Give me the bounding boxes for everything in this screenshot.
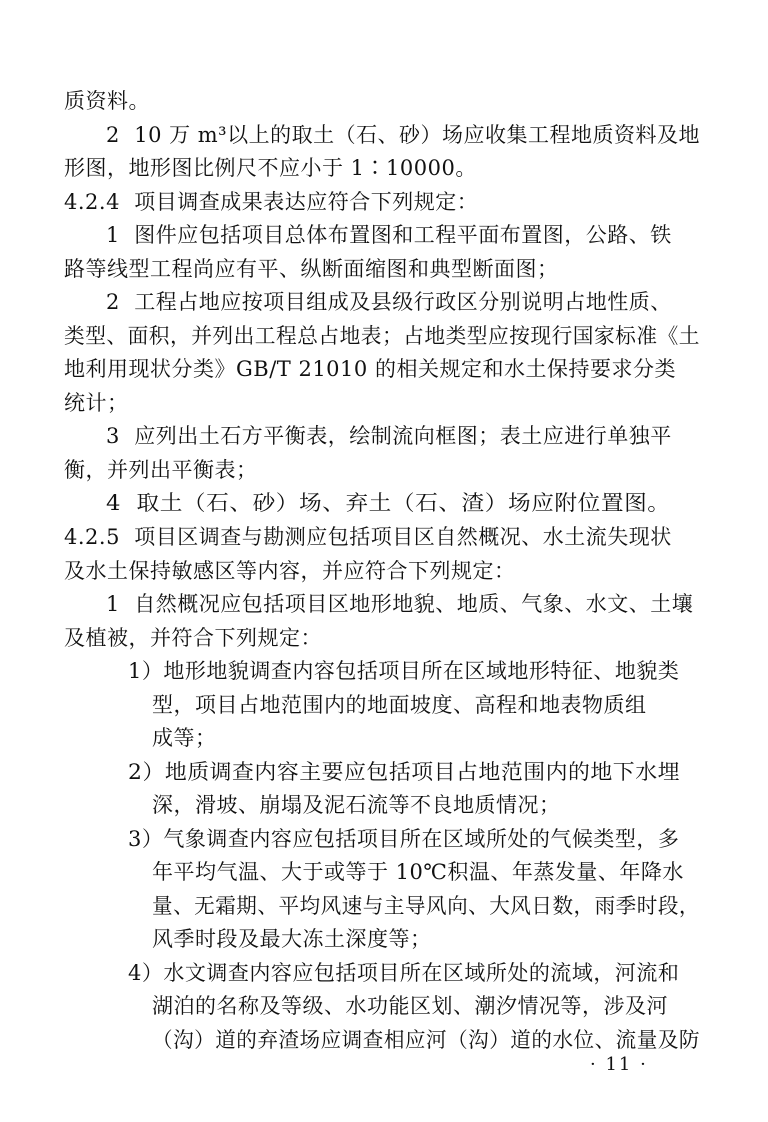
text-line: 1 自然概况应包括项目区地形地貌、地质、气象、水文、土壤	[106, 592, 694, 616]
list-item-3: 3）气象调查内容应包括项目所在区域所处的气候类型，多	[128, 827, 680, 851]
text-line: （沟）道的弃渣场应调查相应河（沟）道的水位、流量及防	[152, 1028, 700, 1052]
page-number: · 11 ·	[590, 1054, 648, 1075]
text-line: 形图，地形图比例尺不应小于 1∶10000。	[64, 156, 477, 180]
text-line: 量、无霜期、平均风速与主导风向、大风日数，雨季时段，	[152, 894, 700, 918]
list-item-1: 1）地形地貌调查内容包括项目所在区域地形特征、地貌类	[128, 659, 680, 683]
text-line: 衡，并列出平衡表；	[64, 458, 258, 482]
text-line: 2 工程占地应按项目组成及县级行政区分别说明占地性质、	[106, 290, 672, 314]
text-line: 及植被，并符合下列规定：	[64, 626, 322, 650]
list-item-4: 4）水文调查内容应包括项目所在区域所处的流域，河流和	[128, 961, 680, 985]
text-line: 统计；	[64, 391, 129, 415]
text-line: 风季时段及最大冻土深度等；	[152, 927, 432, 951]
section-heading-4-2-4: 4.2.4 项目调查成果表达应符合下列规定：	[64, 190, 479, 214]
section-heading-4-2-5: 4.2.5 项目区调查与勘测应包括项目区自然概况、水土流失现状	[64, 525, 672, 549]
text-line: 3 应列出土石方平衡表，绘制流向框图；表土应进行单独平	[106, 424, 672, 448]
text-line: 地利用现状分类》GB/T 21010 的相关规定和水土保持要求分类	[64, 357, 676, 381]
text-line: 深，滑坡、崩塌及泥石流等不良地质情况；	[152, 793, 561, 817]
text-line: 年平均气温、大于或等于 10℃积温、年蒸发量、年降水	[152, 860, 684, 884]
text-line: 路等线型工程尚应有平、纵断面缩图和典型断面图；	[64, 257, 559, 281]
text-line: 型，项目占地范围内的地面坡度、高程和地表物质组	[152, 693, 647, 717]
text-line: 4 取土（石、砂）场、弃土（石、渣）场应附位置图。	[106, 491, 671, 515]
list-item-2: 2）地质调查内容主要应包括项目占地范围内的地下水埋	[128, 760, 681, 784]
text-line: 2 10 万 m³以上的取土（石、砂）场应收集工程地质资料及地	[106, 123, 701, 147]
text-line: 成等；	[152, 726, 217, 750]
text-line: 湖泊的名称及等级、水功能区划、潮汐情况等，涉及河	[152, 994, 668, 1018]
text-line: 及水土保持敏感区等内容，并应符合下列规定：	[64, 559, 516, 583]
text-line: 质资料。	[64, 89, 150, 113]
text-line: 类型、面积，并列出工程总占地表；占地类型应按现行国家标准《土	[64, 324, 700, 348]
text-line: 1 图件应包括项目总体布置图和工程平面布置图，公路、铁	[106, 223, 672, 247]
